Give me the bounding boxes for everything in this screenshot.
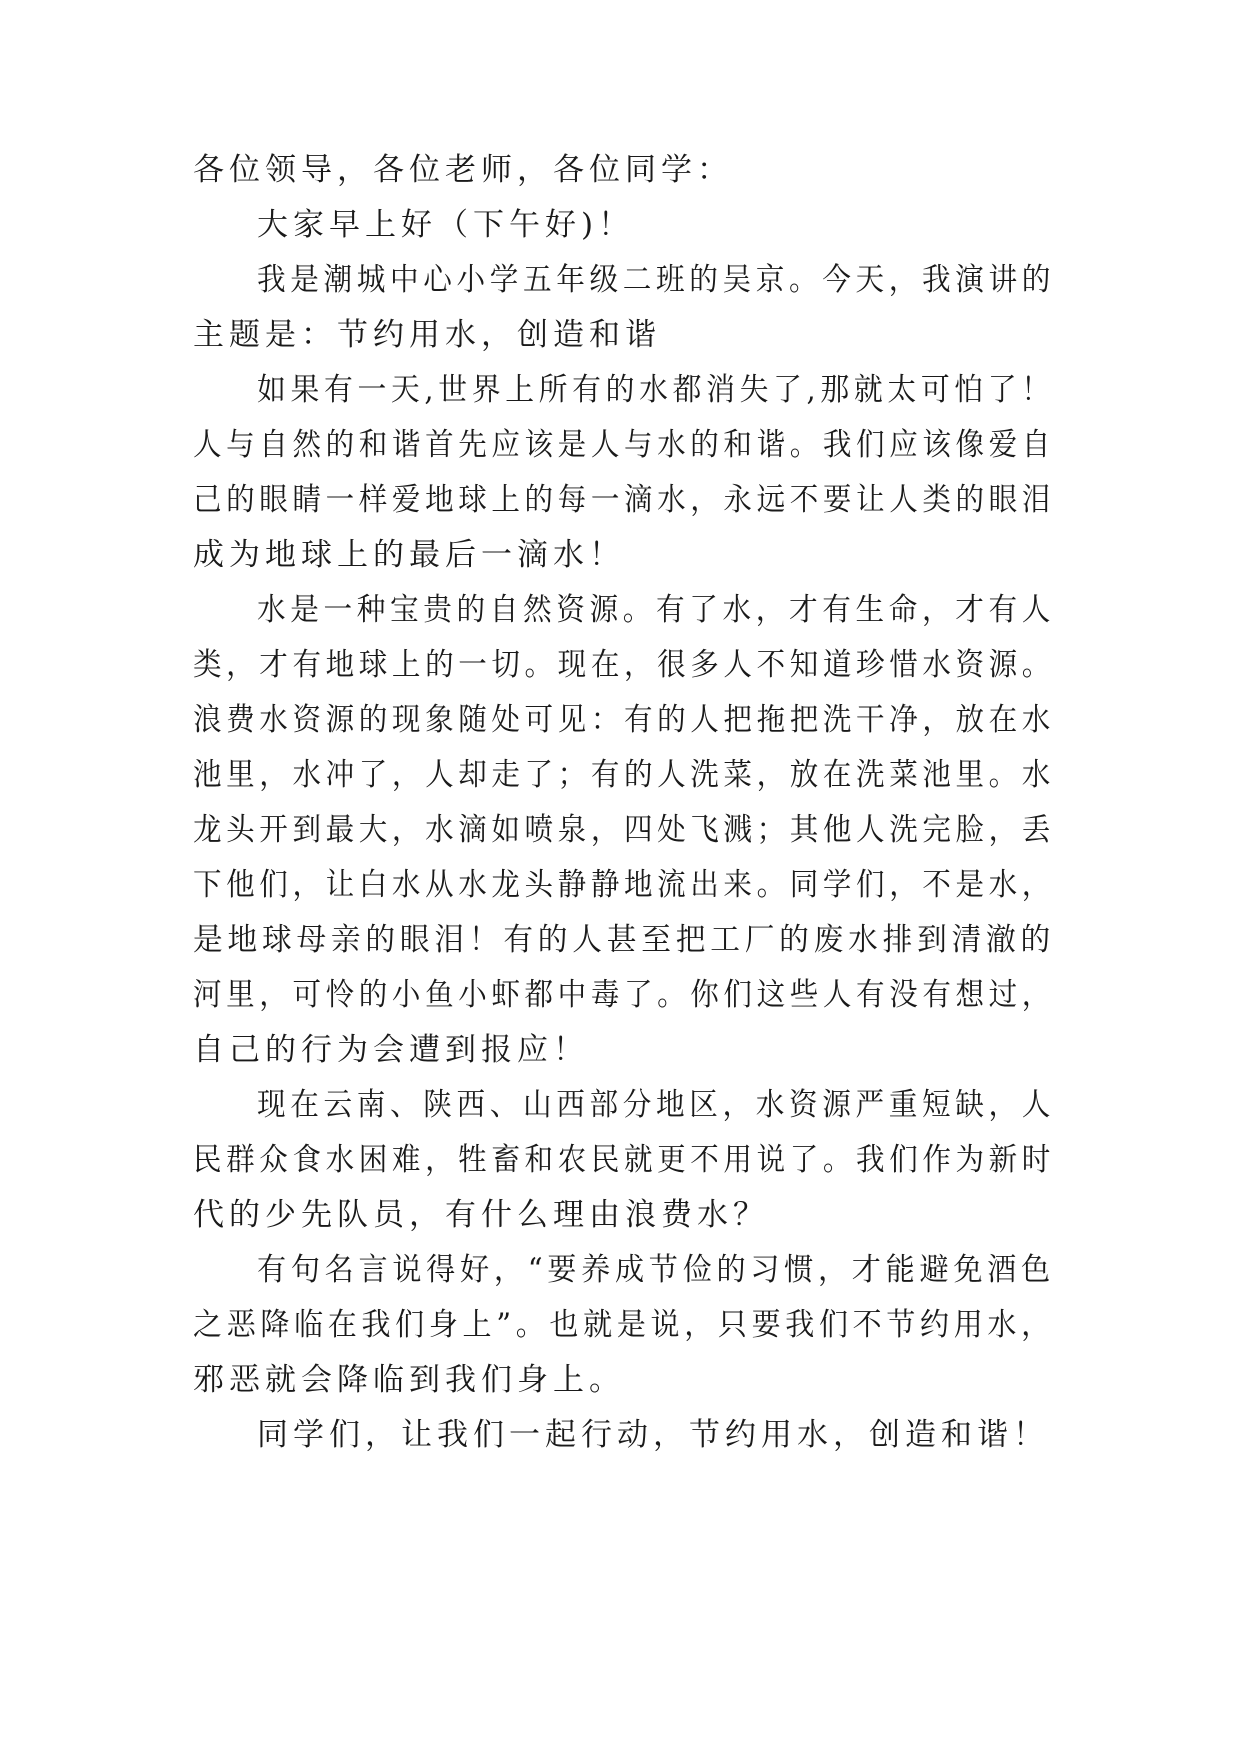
text-line: 己的眼睛一样爱地球上的每一滴水，永远不要让人类的眼泪 [193, 482, 1055, 518]
text-line: 类，才有地球上的一切。现在，很多人不知道珍惜水资源。 [193, 647, 1055, 683]
text-line: 是地球母亲的眼泪！有的人甚至把工厂的废水排到清澈的 [193, 922, 1056, 958]
text-line: 水是一种宝贵的自然资源。有了水，才有生命，才有人 [257, 592, 1055, 628]
text-line: 主题是：节约用水，创造和谐 [193, 317, 661, 353]
text-line: 龙头开到最大，水滴如喷泉，四处飞溅；其他人洗完脸，丢 [193, 812, 1055, 848]
text-line: 我是潮城中心小学五年级二班的吴京。今天，我演讲的 [257, 262, 1055, 298]
text-line: 下他们，让白水从水龙头静静地流出来。同学们，不是水， [193, 867, 1055, 903]
text-line: 民群众食水困难，牲畜和农民就更不用说了。我们作为新时 [193, 1142, 1055, 1178]
text-line: 池里，水冲了，人却走了；有的人洗菜，放在洗菜池里。水 [193, 757, 1055, 793]
text-line: 各位领导，各位老师，各位同学： [193, 152, 733, 188]
text-line: 自己的行为会遭到报应！ [193, 1032, 589, 1068]
text-line: 如果有一天,世界上所有的水都消失了,那就太可怕了！ [257, 372, 1055, 408]
text-line: 人与自然的和谐首先应该是人与水的和谐。我们应该像爱自 [193, 427, 1055, 463]
text-line: 同学们，让我们一起行动，节约用水，创造和谐！ [257, 1417, 1049, 1453]
text-line: 代的少先队员，有什么理由浪费水？ [193, 1197, 769, 1233]
text-line: 成为地球上的最后一滴水！ [193, 537, 625, 573]
text-line: 大家早上好（下午好)！ [257, 207, 635, 243]
text-line: 浪费水资源的现象随处可见：有的人把拖把洗干净，放在水 [193, 702, 1055, 738]
text-line: 邪恶就会降临到我们身上。 [193, 1362, 625, 1398]
text-line: 有句名言说得好，“要养成节俭的习惯，才能避免酒色 [257, 1252, 1055, 1288]
text-line: 现在云南、陕西、山西部分地区，水资源严重短缺，人 [257, 1087, 1055, 1123]
text-line: 之恶降临在我们身上”。也就是说，只要我们不节约用水， [193, 1307, 1055, 1343]
text-line: 河里，可怜的小鱼小虾都中毒了。你们这些人有没有想过， [193, 977, 1055, 1013]
